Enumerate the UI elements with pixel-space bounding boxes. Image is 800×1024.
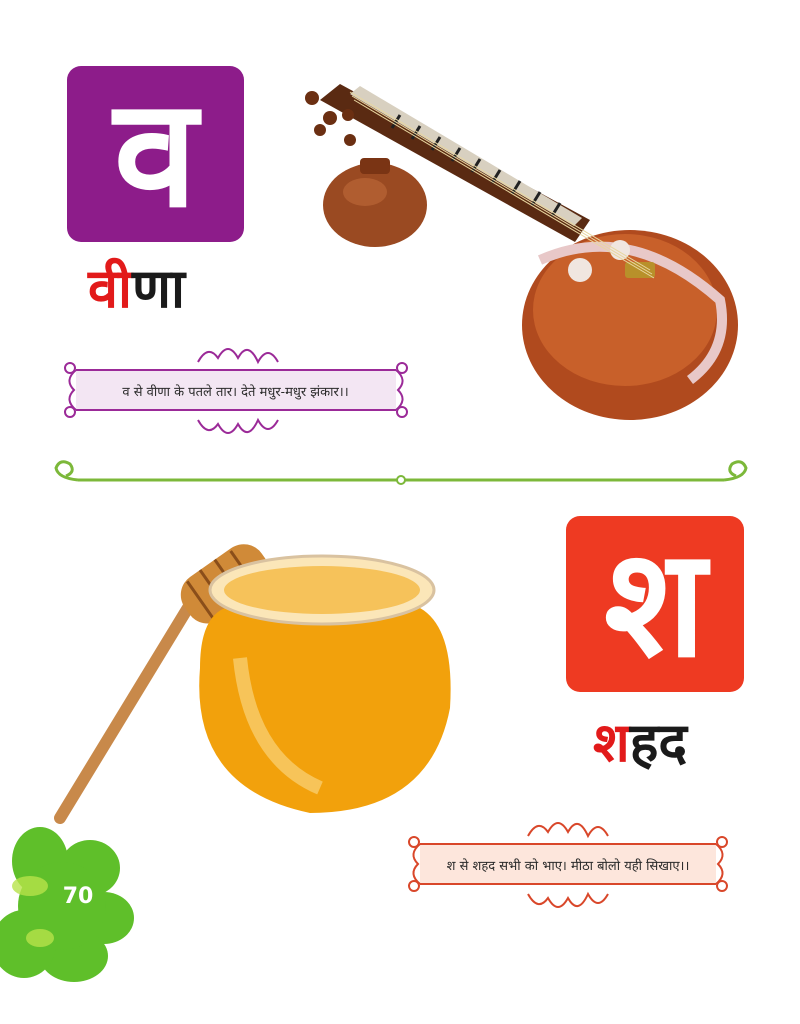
word-shahad-first-letter: श <box>593 711 630 774</box>
rhyme-text-sha: श से शहद सभी को भाए। मीठा बोलो यही सिखाए।। <box>446 859 690 874</box>
rhyme-box-va <box>58 338 413 444</box>
word-shahad <box>593 711 688 774</box>
vine-divider <box>48 456 754 488</box>
rhyme-text-va: व से वीणा के पतले तार। देते मधुर-मधुर झंकार।। <box>122 385 349 400</box>
page-number: 70 <box>62 883 94 909</box>
letter-sha: श <box>603 517 706 691</box>
word-vina-rest: ीणा <box>132 257 186 320</box>
honey-jar-image <box>50 528 470 838</box>
word-shahad-rest: हद <box>629 711 688 774</box>
word-vina <box>88 257 186 320</box>
rhyme-box-sha <box>404 812 732 918</box>
letter-tile-sha <box>566 516 744 692</box>
letter-tile-va <box>67 66 244 242</box>
word-vina-first-letter: व <box>88 257 133 320</box>
letter-va: व <box>113 67 198 241</box>
